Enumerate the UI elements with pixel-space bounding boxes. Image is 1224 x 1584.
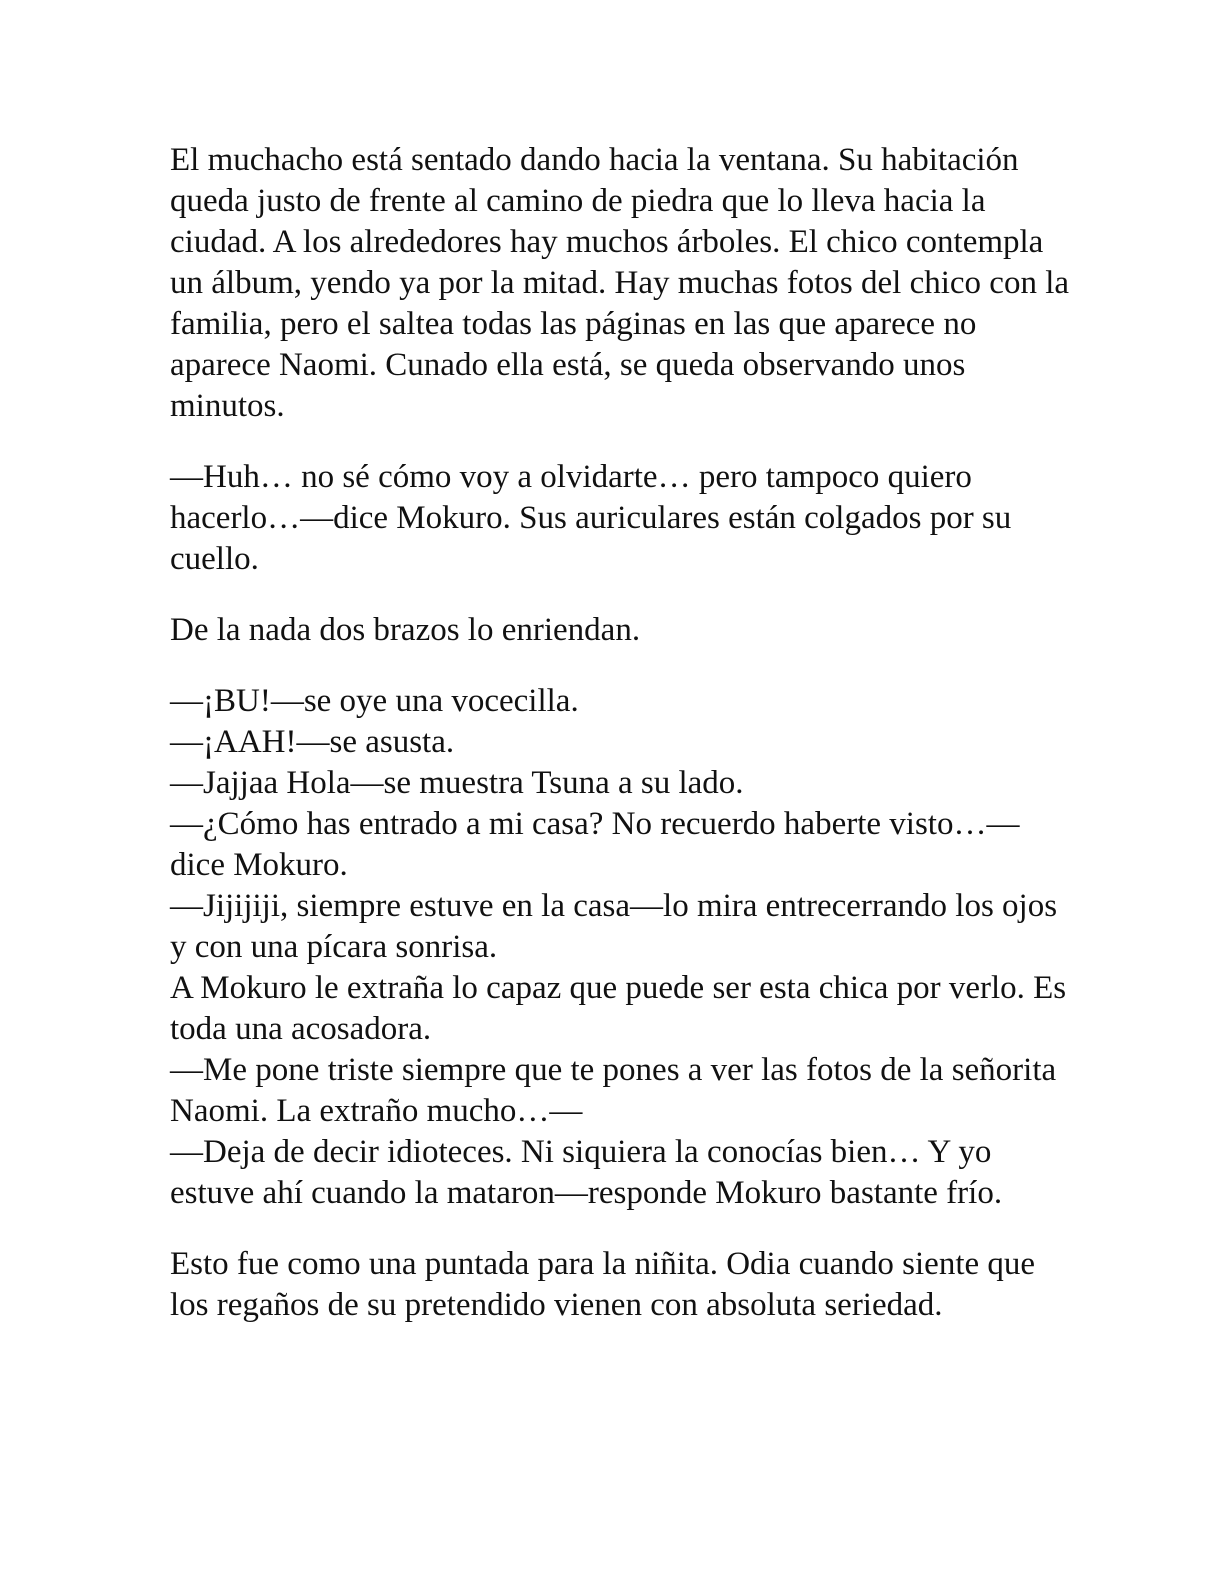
paragraph-1: El muchacho está sentado dando hacia la ventana. Su habitación queda justo de frente al camino de piedra que lo lleva hacia la ciudad. A los alrededores hay muchos árboles. El chico contempla un álbum, yendo ya por la mitad. Hay muchas fotos del chico con la familia, pero el saltea todas las páginas en las que aparece no aparece Naomi. Cunado ella está, se queda observando unos minutos.	[170, 142, 1070, 424]
dialogue-line-2: —¡AAH!—se asusta.	[170, 724, 455, 760]
paragraph-3: De la nada dos brazos lo enriendan.	[170, 612, 641, 648]
dialogue-line-7: —Me pone triste siempre que te pones a ver las fotos de la señorita Naomi. La extraño mucho…—	[170, 1052, 1057, 1129]
dialogue-line-3: —Jajjaa Hola—se muestra Tsuna a su lado.	[170, 765, 744, 801]
paragraph-2: —Huh… no sé cómo voy a olvidarte… pero tampoco quiero hacerlo…—dice Mokuro. Sus auriculares están colgados por su cuello.	[170, 459, 1012, 577]
dialogue-line-1: —¡BU!—se oye una vocecilla.	[170, 683, 579, 719]
paragraph-5: Esto fue como una puntada para la niñita. Odia cuando siente que los regaños de su pretendido vienen con absoluta seriedad.	[170, 1246, 1036, 1323]
dialogue-block	[170, 681, 1070, 1214]
dialogue-line-5: —Jijijiji, siempre estuve en la casa—lo mira entrecerrando los ojos y con una pícara sonrisa.	[170, 888, 1058, 965]
dialogue-line-6: A Mokuro le extraña lo capaz que puede ser esta chica por verlo. Es toda una acosadora.	[170, 970, 1067, 1047]
dialogue-line-8: —Deja de decir idioteces. Ni siquiera la conocías bien… Y yo estuve ahí cuando la mataron—responde Mokuro bastante frío.	[170, 1134, 1003, 1211]
dialogue-line-4: —¿Cómo has entrado a mi casa? No recuerdo haberte visto…—dice Mokuro.	[170, 806, 1020, 883]
document-page	[170, 140, 1070, 1326]
